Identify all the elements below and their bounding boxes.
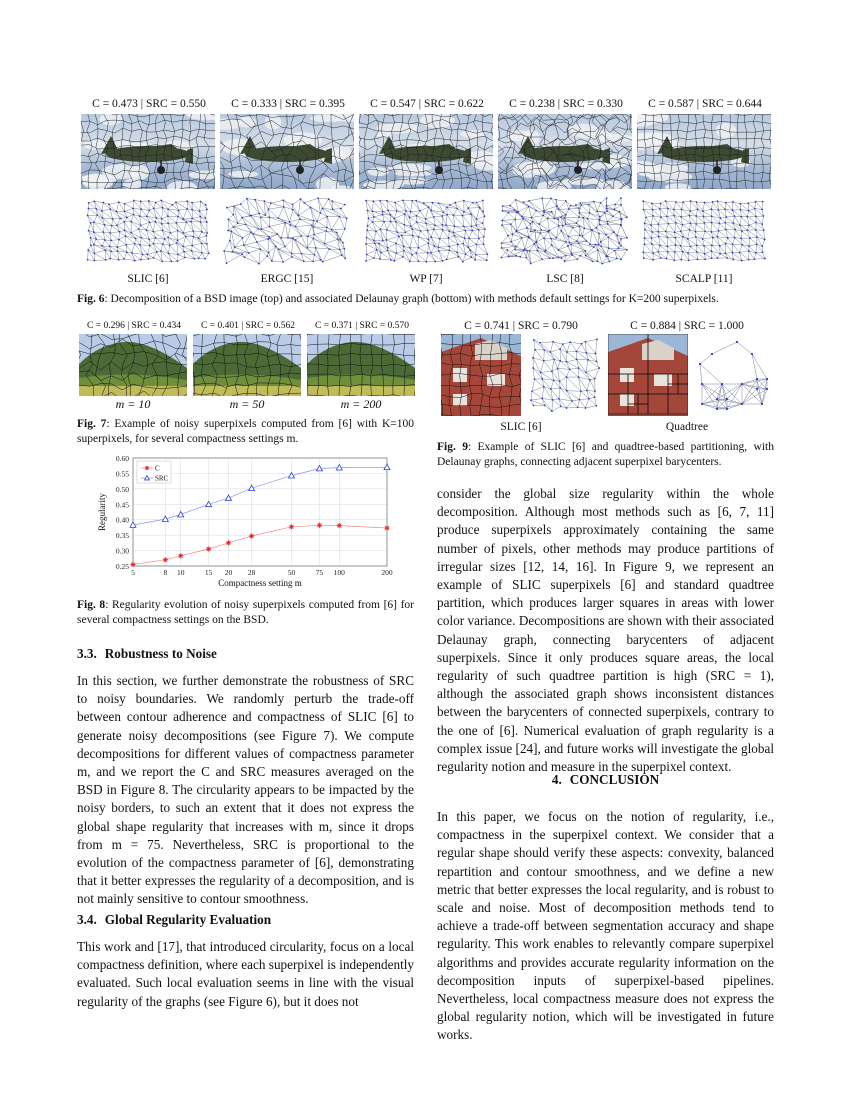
fig7-image-3 [307,334,415,396]
fig6-metric-slic: C = 0.473 | SRC = 0.550 [92,98,206,110]
fig9-label-slic: SLIC [6] [500,421,542,433]
right-column [437,485,774,776]
superpixel-image-drawing [359,114,493,189]
data-point-triangle [249,485,255,490]
fig6-label-scalp: SCALP [11] [675,273,733,285]
x-tick-label: 200 [381,568,393,577]
fig7-metric-1: C = 0.296 | SRC = 0.434 [87,321,181,331]
data-point-star [384,525,389,530]
fig6-slic-graph [81,196,215,266]
fig6-caption-text: : Decomposition of a BSD image (top) and associated Delaunay graph (bottom) with methods default settings for K=200 superpixels. [104,293,719,305]
fig6-ergc-graph [220,196,354,266]
fig6-scalp-graph [637,196,771,266]
fig6-metric-lsc: C = 0.238 | SRC = 0.330 [509,98,623,110]
fig6-wp-graph [359,196,493,266]
data-point-triangle [178,511,184,516]
superpixel-image-drawing [637,114,771,189]
fig8-caption-text: : Regularity evolution of noisy superpixels computed from [6] for several compactness settings on the BSD. [77,599,414,626]
section-3-4-heading [77,912,414,928]
fig6-caption [77,292,777,307]
house-image-drawing [608,334,688,416]
fig7-metric-3: C = 0.371 | SRC = 0.570 [315,321,409,331]
x-tick-label: 100 [333,568,345,577]
section-3-3-title: Robustness to Noise [104,646,217,661]
y-axis-label: Regularity [97,493,107,531]
fig7-label-2: m = 50 [229,397,265,411]
data-point-star [337,523,342,528]
fig6-label-wp: WP [7] [409,273,443,285]
fig6-scalp-image [637,114,771,189]
x-tick-label: 5 [131,568,135,577]
data-point-star [317,523,322,528]
delaunay-graph-drawing [637,196,771,266]
chart-legend [137,461,171,483]
section-3-3-number: 3.3. [77,646,97,661]
section-4-title: CONCLUSION [569,772,660,787]
fig9-slic-graph [525,334,605,416]
fig9-caption-label: Fig. 9 [437,441,468,453]
x-tick-label: 20 [224,568,233,577]
section-3-3 [77,646,414,909]
fig9-quadtree-image [608,334,688,416]
y-tick-label: 0.45 [115,500,129,510]
fig6-metric-ergc: C = 0.333 | SRC = 0.395 [231,98,345,110]
x-tick-label: 15 [204,568,213,577]
y-tick-label: 0.30 [115,546,129,556]
fig6-wp-image [359,114,493,189]
y-tick-label: 0.25 [115,562,129,571]
data-point-triangle [384,464,390,469]
fig7-image-1 [79,334,187,396]
fig6-slic-image [81,114,215,189]
fig6-ergc-image [220,114,354,189]
fig7-caption-label: Fig. 7 [77,418,107,430]
delaunay-graph-drawing [81,196,215,266]
house-image-drawing [441,334,521,416]
series-line-c [133,525,387,564]
fig7-image-2 [193,334,301,396]
y-tick-label: 0.35 [115,531,129,541]
fig6-metric-wp: C = 0.547 | SRC = 0.622 [370,98,484,110]
fig6-lsc-graph [498,196,632,266]
fig7-label-1: m = 10 [115,397,151,411]
fig6-metric-scalp: C = 0.587 | SRC = 0.644 [648,98,762,110]
section-4-paragraph: In this paper, we focus on the notion of regularity, i.e., compactness in the superpixel context. We consider that a regular shape should verify these aspects: convexity, balanced repartition and contour smoothness, and we define a new metric that better expresses the local regularity, and is robust to scale and noise. Most of decomposition methods tend to achieve a trade-off between segmentation accuracy and shape regularity. This work enables to relevantly compare superpixel algorithms and provides accurate regularity information on the decomposition inputs of superpixel-based pipelines. Nevertheless, local compactness measure does not express the global regularity notion, which will be investigated in future works. [437,809,774,1043]
landscape-image-drawing [307,334,415,396]
fig6-lsc-image [498,114,632,189]
delaunay-graph-drawing [220,196,354,266]
x-axis-label: Compactness setting m [218,578,302,588]
section-4-number: 4. [551,772,562,787]
fig8-caption-label: Fig. 8 [77,599,106,611]
y-tick-label: 0.55 [115,469,129,479]
regularity-chart [95,452,405,592]
section-4 [437,772,774,1045]
superpixel-image-drawing [498,114,632,189]
fig7-label-3: m = 200 [340,397,382,411]
x-tick-label: 10 [176,568,185,577]
fig8-caption [77,598,414,628]
landscape-image-drawing [79,334,187,396]
fig6-label-ergc: ERGC [15] [260,273,314,285]
section-3-4-paragraph: This work and [17], that introduced circularity, focus on a local compactness definition, where each superpixel is independently evaluated. Such local evaluation seems in line with the visual regularity of the graphs (see Figure 6), but it does not [77,939,414,1009]
fig9-caption [437,440,774,470]
fig9-slic-image [441,334,521,416]
section-4-heading [437,772,774,788]
quadtree-graph-drawing [692,334,772,416]
data-point-star [226,540,231,545]
data-point-star [249,533,254,538]
fig9-quadtree-graph [692,334,772,416]
legend-label: C [155,464,160,473]
section-3-4-number: 3.4. [77,912,97,927]
data-point-star [289,524,294,529]
legend-label: SRC [155,474,169,483]
fig9-label-quadtree: Quadtree [665,421,709,433]
fig7-caption-text: : Example of noisy superpixels computed from [6] with K=100 superpixels, for several compactness settings m. [77,418,414,445]
section-3-4-title: Global Regularity Evaluation [104,912,272,927]
superpixel-image-drawing [220,114,354,189]
data-point-star [163,557,168,562]
y-tick-label: 0.60 [115,454,129,463]
fig9-caption-text: : Example of SLIC [6] and quadtree-based partitioning, with Delaunay graphs, connecting adjacent superpixel barycenters. [437,441,774,468]
section-3-3-heading [77,646,414,662]
delaunay-graph-drawing [359,196,493,266]
fig6-label-lsc: LSC [8] [546,273,584,285]
fig7-caption [77,417,414,447]
fig9-metric-slic: C = 0.741 | SRC = 0.790 [464,320,578,332]
section-3-3-paragraph: In this section, we further demonstrate the robustness of SRC to noisy boundaries. We randomly perturb the trade-off between contour adherence and compactness of SLIC [6] to generate noisy decompositions (see Figure 7). We compute decompositions for different values of compactness parameter m, and we report the C and SRC measures averaged on the BSD in Figure 8. The circularity appears to be impacted by the noisy borders, to such an extent that it does not express the global shape regularity that increases with m, since it drops from m = 75. Nevertheless, SRC is proportional to the evolution of the compactness parameter of [6], demonstrating that it better expresses the regularity of a decomposition, and is not mainly sensitive to contour smoothness. [77,673,414,907]
section-3-4 [77,912,414,1011]
fig7-metric-2: C = 0.401 | SRC = 0.562 [201,321,295,331]
x-tick-label: 28 [247,568,256,577]
delaunay-graph-drawing [525,334,605,416]
y-tick-label: 0.50 [115,484,129,494]
data-point-star [130,562,135,567]
landscape-image-drawing [193,334,301,396]
x-tick-label: 50 [287,568,296,577]
data-point-star [206,546,211,551]
data-point-star [178,553,183,558]
x-tick-label: 8 [163,568,168,577]
fig6-caption-label: Fig. 6 [77,293,105,305]
x-tick-label: 75 [315,568,324,577]
fig9-metric-quadtree: C = 0.884 | SRC = 1.000 [630,320,744,332]
delaunay-graph-drawing [498,196,632,266]
fig6-label-slic: SLIC [6] [127,273,169,285]
data-point-triangle [225,495,231,500]
superpixel-image-drawing [81,114,215,189]
y-tick-label: 0.40 [115,515,129,525]
right-column-paragraph: consider the global size regularity within the whole decomposition. Although most methods such as [6, 7, 11] produce superpixels approximately containing the same number of pixels, other methods may produce partitions of irregular sizes [12, 14, 16]. In Figure 9, we represent an example of SLIC superpixels [6] and standard quadtree partition, which produces larger squares in areas with lower color variance. Decompositions are shown with their associated Delaunay graph, connecting barycenters of adjacent superpixels. Since it only produces square areas, the local regularity of such quadtree partition is high (SRC = 1), although the associated graph shows inconsistent distances between the barycenters of connected superpixels, contrary to the one of [6]. Numerical evaluation of graph regularity is a complex issue [24], and future works will investigate the global regularity notion and measure in the superpixel context. [437,486,774,775]
